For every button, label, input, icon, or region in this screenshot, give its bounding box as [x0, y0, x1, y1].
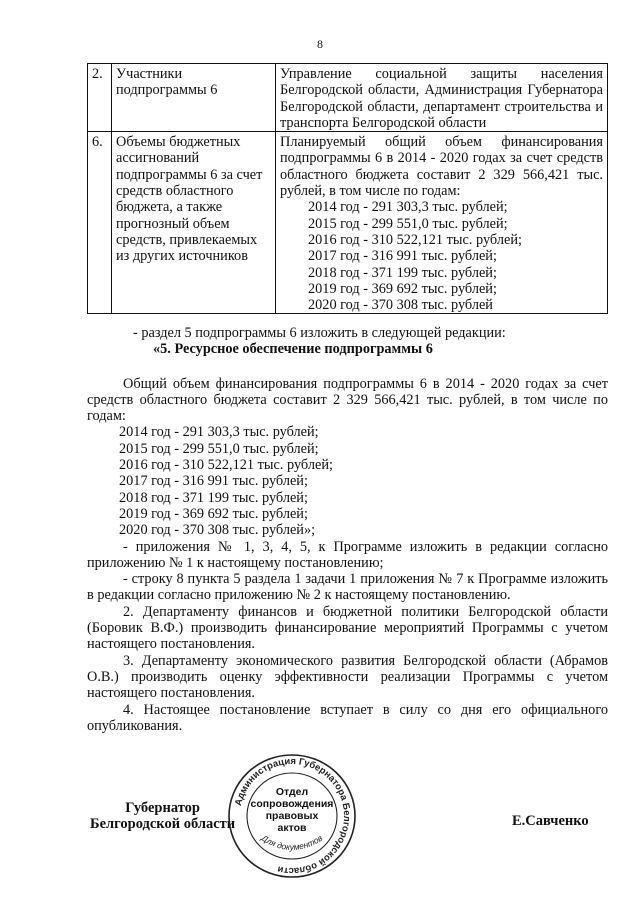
row-value: Управление социальной защиты населения Белгородской области, Администрация Губернатора Белгородской области, департамент строительства и транспорта Белгородской области [276, 64, 608, 132]
table-row [88, 132, 608, 314]
document-body [87, 325, 608, 734]
year-amount: 2020 год - 370 308 тыс. рублей [308, 297, 493, 314]
subprogram-parameters-table [87, 63, 608, 314]
seal-center-line: Отдел [275, 786, 309, 798]
year-amount: 2014 год - 291 303,3 тыс. рублей; [119, 424, 319, 441]
signature-title-line2: Белгородской области [90, 816, 236, 833]
point-4: 4. Настоящее постановление вступает в силу со дня его официального опубликования. [87, 701, 608, 734]
row-value [276, 132, 608, 314]
year-amount: 2018 год - 371 199 тыс. рублей; [308, 264, 497, 281]
row-number: 2. [88, 64, 112, 132]
row-value-intro: Планируемый общий объем финансирования подпрограммы 6 в 2014 - 2020 годах за счет средств областного бюджета составит 2 329 566,421 тыс. рублей, в том числе по годам: [280, 134, 603, 200]
line8-item: - строку 8 пункта 5 раздела 1 задачи 1 приложения № 7 к Программе изложить в редакции согласно приложению № 2 к настоящему постановлению. [87, 571, 608, 604]
seal-ring-text: Администрация Губернатора Белгородской области [233, 755, 353, 877]
year-amount: 2020 год - 370 308 тыс. рублей»; [119, 522, 316, 539]
year-amount: 2015 год - 299 551,0 тыс. рублей; [308, 215, 508, 232]
financing-paragraph: Общий объем финансирования подпрограммы 6 в 2014 - 2020 годах за счет средств областного бюджета составит 2 329 566,421 тыс. рублей, в том числе по годам: [87, 375, 608, 425]
page-number: 8 [317, 37, 323, 51]
row-number: 6. [88, 132, 112, 314]
year-amount: 2019 год - 369 692 тыс. рублей; [119, 505, 308, 522]
section-intro: - раздел 5 подпрограммы 6 изложить в следующей редакции: [133, 325, 506, 341]
row-name: Объемы бюджетных ассигнований подпрограммы 6 за счет средств областного бюджета, а также прогнозный объем средств, привлекаемых из других источников [112, 132, 276, 314]
seal-center-text [245, 786, 339, 834]
year-amount: 2017 год - 316 991 тыс. рублей; [308, 248, 497, 265]
signature-title [90, 800, 235, 833]
year-amount: 2017 год - 316 991 тыс. рублей; [119, 473, 308, 490]
year-amount: 2016 год - 310 522,121 тыс. рублей; [119, 457, 333, 474]
seal-center-line: актов [277, 822, 307, 834]
section-heading: «5. Ресурсное обеспечение подпрограммы 6 [153, 341, 433, 358]
year-amount: 2014 год - 291 303,3 тыс. рублей; [308, 199, 508, 216]
table-row [88, 64, 608, 132]
year-amount: 2016 год - 310 522,121 тыс. рублей; [308, 231, 522, 248]
seal-center-line: сопровождения [250, 798, 334, 810]
point-3: 3. Департаменту экономического развития Белгородской области (Абрамов О.В.) производить оценку эффективности реализации Программы с учетом настоящего постановления. [87, 652, 608, 702]
year-amount: 2018 год - 371 199 тыс. рублей; [119, 489, 308, 506]
year-amount: 2019 год - 369 692 тыс. рублей; [308, 280, 497, 297]
signature-name: Е.Савченко [512, 813, 589, 829]
appendix-item: - приложения № 1, 3, 4, 5, к Программе изложить в редакции согласно приложению № 1 к настоящему постановлению; [87, 538, 608, 571]
point-2: 2. Департаменту финансов и бюджетной политики Белгородской области (Боровик В.Ф.) производить финансирование мероприятий Программы с учетом настоящего постановления. [87, 603, 608, 653]
row-name: Участники подпрограммы 6 [112, 64, 276, 132]
seal-center-line: правовых [265, 810, 319, 822]
year-amount: 2015 год - 299 551,0 тыс. рублей; [119, 440, 319, 457]
signature-title-line1: Губернатор [125, 800, 200, 816]
seal-bottom-text: Для документов [259, 832, 325, 853]
